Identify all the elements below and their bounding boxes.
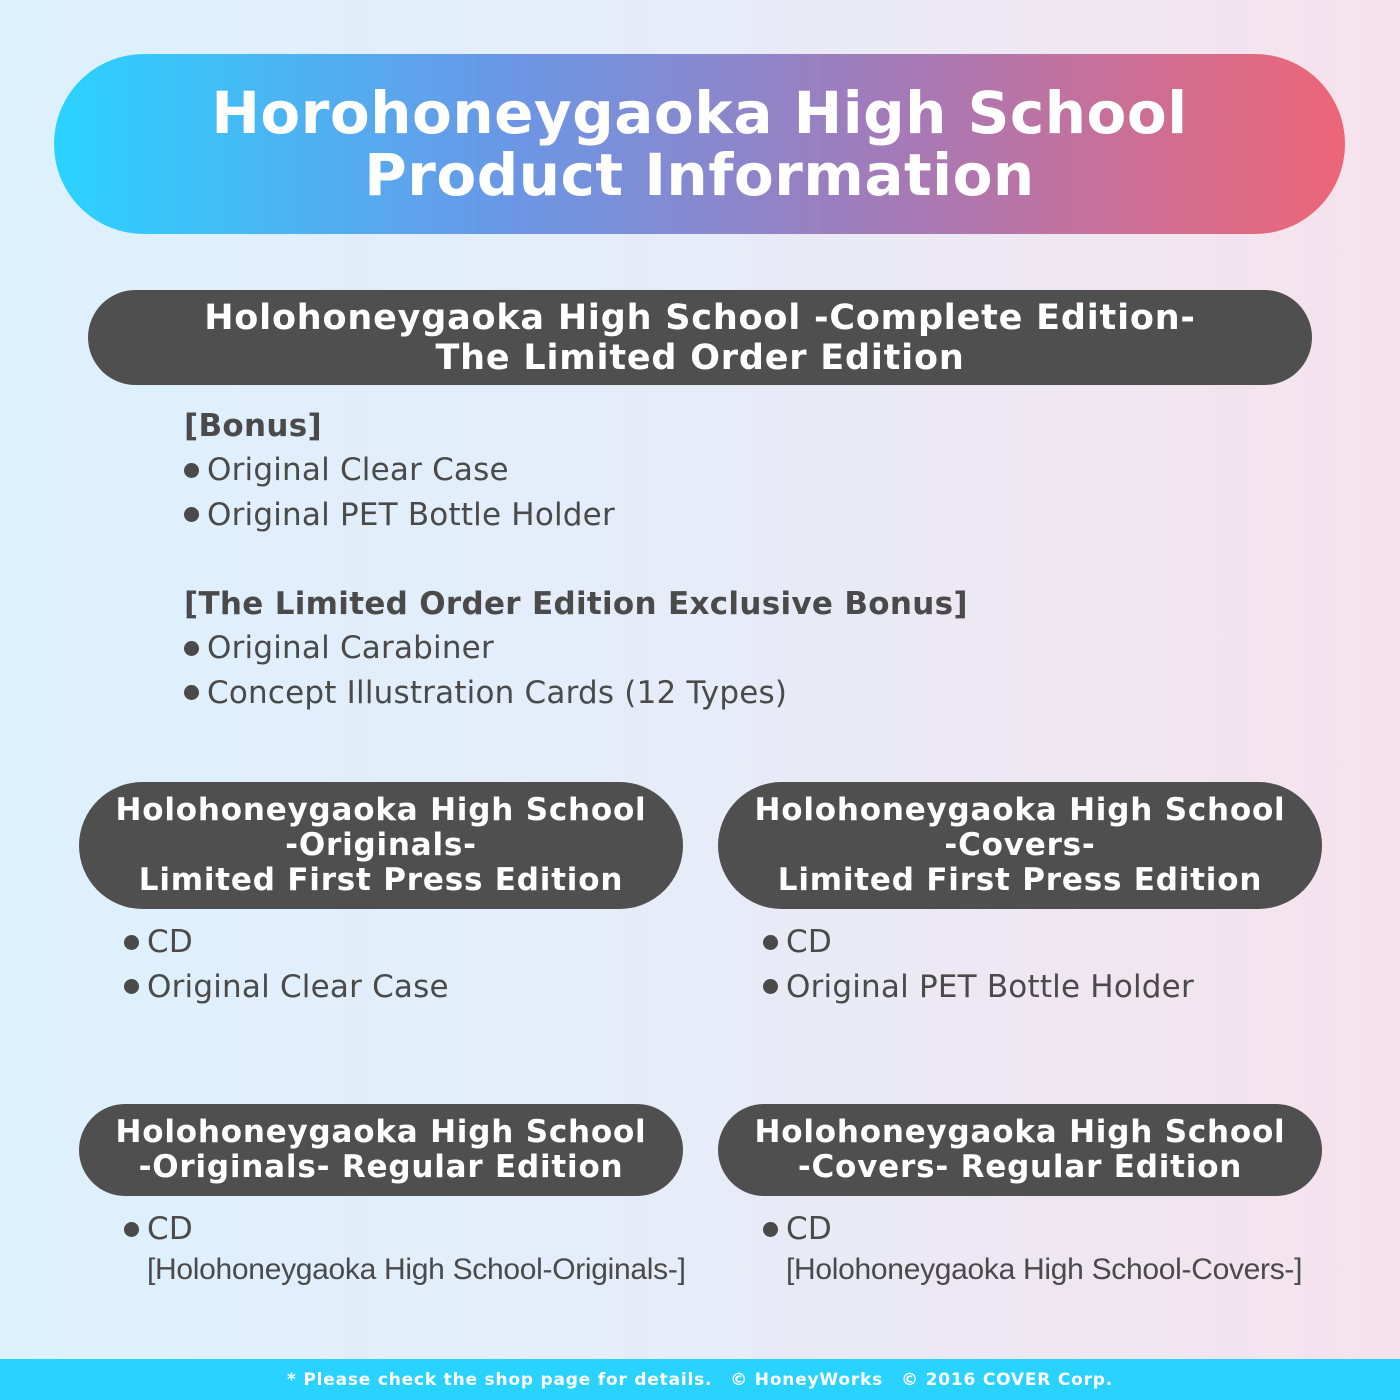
complete-edition-title-line-2: The Limited Order Edition bbox=[435, 337, 965, 378]
covers-limited-title-line-2: -Covers- bbox=[944, 827, 1096, 863]
list-item-note: [Holohoneygaoka High School-Covers-] bbox=[786, 1252, 1303, 1286]
covers-limited-title-line-1: Holohoneygaoka High School bbox=[754, 792, 1286, 828]
list-item bbox=[763, 920, 1194, 965]
list-item-label: Original PET Bottle Holder bbox=[786, 968, 1194, 1005]
complete-edition-bonus-list bbox=[184, 404, 968, 715]
covers-limited-list bbox=[763, 920, 1194, 1009]
originals-regular-header bbox=[79, 1104, 683, 1196]
list-item bbox=[763, 965, 1194, 1010]
originals-limited-list bbox=[124, 920, 449, 1009]
exclusive-bonus-heading: [The Limited Order Edition Exclusive Bonus] bbox=[184, 586, 968, 622]
list-item bbox=[184, 671, 968, 716]
title-line-2: Product Information bbox=[364, 141, 1035, 209]
bullet-icon bbox=[184, 685, 199, 700]
list-item-label: Original Clear Case bbox=[147, 968, 449, 1005]
covers-regular-header bbox=[718, 1104, 1322, 1196]
list-item-label: Original Carabiner bbox=[207, 630, 494, 666]
list-item-label: Original Clear Case bbox=[207, 452, 509, 488]
originals-limited-title-line-2: -Originals- bbox=[285, 827, 477, 863]
list-item bbox=[124, 965, 449, 1010]
list-item bbox=[124, 920, 449, 965]
bullet-icon bbox=[763, 935, 778, 950]
originals-regular-title-line-2: -Originals- Regular Edition bbox=[138, 1149, 624, 1185]
bonus-heading: [Bonus] bbox=[184, 408, 322, 444]
bullet-icon bbox=[184, 641, 199, 656]
originals-regular-list bbox=[124, 1207, 686, 1288]
list-item-note: [Holohoneygaoka High School-Originals-] bbox=[147, 1252, 686, 1286]
bullet-icon bbox=[124, 979, 139, 994]
covers-limited-header bbox=[718, 782, 1322, 909]
originals-regular-title-line-1: Holohoneygaoka High School bbox=[115, 1114, 647, 1150]
covers-regular-list bbox=[763, 1207, 1302, 1288]
list-item-label: CD bbox=[147, 924, 193, 960]
list-item bbox=[184, 493, 968, 538]
list-item-label: CD bbox=[147, 1211, 193, 1247]
list-item-label: Concept Illustration Cards (12 Types) bbox=[207, 674, 788, 711]
covers-regular-title-line-2: -Covers- Regular Edition bbox=[797, 1149, 1243, 1185]
covers-limited-title-line-3: Limited First Press Edition bbox=[777, 862, 1263, 898]
bullet-icon bbox=[763, 1222, 778, 1237]
list-item bbox=[124, 1207, 686, 1252]
footer-credit-cover: © 2016 COVER Corp. bbox=[901, 1369, 1114, 1390]
list-item bbox=[184, 448, 968, 493]
footer-credit-honeyworks: © HoneyWorks bbox=[730, 1369, 884, 1390]
covers-regular-title-line-1: Holohoneygaoka High School bbox=[754, 1114, 1286, 1150]
list-item bbox=[184, 626, 968, 671]
title-banner bbox=[54, 54, 1345, 234]
spacer bbox=[184, 537, 968, 582]
originals-limited-title-line-3: Limited First Press Edition bbox=[138, 862, 624, 898]
list-item-label: CD bbox=[786, 924, 832, 960]
list-item-label: CD bbox=[786, 1211, 832, 1247]
title-line-1: Horohoneygaoka High School bbox=[211, 79, 1188, 147]
complete-edition-header bbox=[88, 290, 1312, 385]
bullet-icon bbox=[184, 507, 199, 522]
originals-limited-title-line-1: Holohoneygaoka High School bbox=[115, 792, 647, 828]
list-item bbox=[763, 1207, 1302, 1252]
bullet-icon bbox=[124, 935, 139, 950]
complete-edition-title-line-1: Holohoneygaoka High School -Complete Edition- bbox=[204, 297, 1196, 338]
bullet-icon bbox=[124, 1222, 139, 1237]
footer-note: * Please check the shop page for details. bbox=[286, 1369, 713, 1390]
bullet-icon bbox=[184, 463, 199, 478]
originals-limited-header bbox=[79, 782, 683, 909]
list-item-label: Original PET Bottle Holder bbox=[207, 496, 615, 533]
bullet-icon bbox=[763, 979, 778, 994]
footer-bar bbox=[0, 1359, 1400, 1400]
